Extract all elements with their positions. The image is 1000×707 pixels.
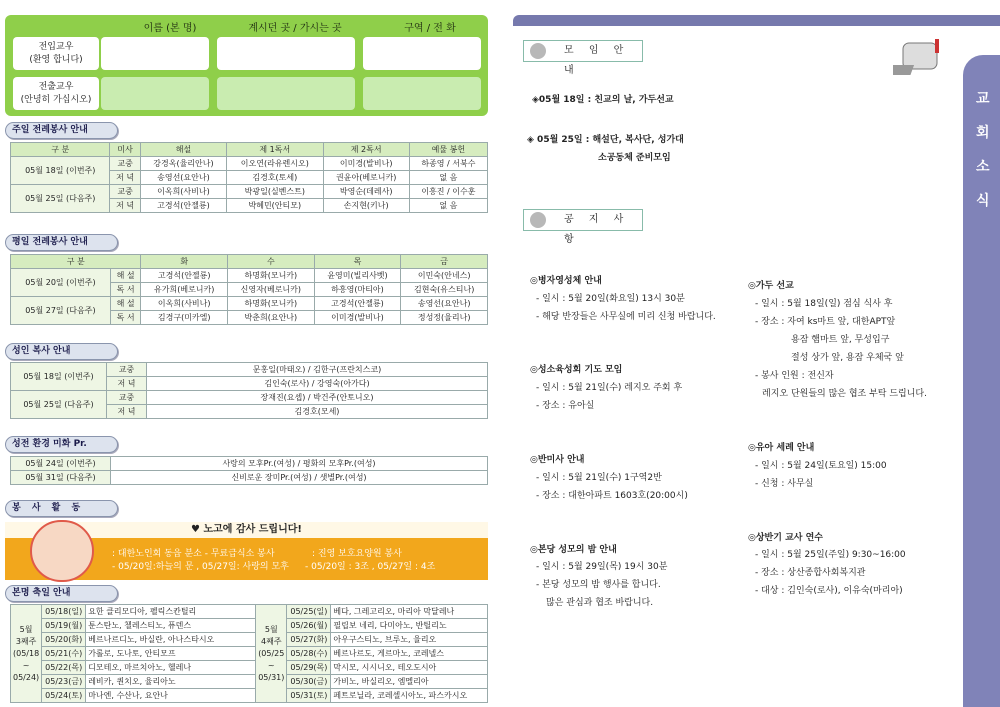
table-cell: 05월 18일 (이번주) [11, 157, 110, 185]
service-line-1a: : 대한노인회 동읍 분소 - 무료급식소 봉사 [112, 549, 275, 559]
table-row [11, 297, 488, 311]
table-cell: 05/19(월) [42, 619, 86, 633]
service-title: 봉 사 활 동 [5, 500, 118, 517]
table-cell: 구 분 [11, 143, 110, 157]
table-cell: 아우구스티노, 브루노, 율리오 [331, 633, 488, 647]
service-line-1b: : 진영 보호요양원 봉사 [312, 549, 402, 559]
table-cell: 05월 31일 (다음주) [11, 471, 111, 485]
notice-title [523, 209, 643, 245]
table-cell: 사랑의 모후Pr.(여성) / 평화의 모후Pr.(여성) [111, 457, 488, 471]
table-cell: 하명화(모니카) [228, 269, 315, 283]
notice-3-b: - 장소 : 대한아파트 1603호(20:00시) [536, 491, 688, 501]
notice-4-c: 많은 관심과 협조 바랍니다. [546, 598, 654, 608]
table-cell: 05/20(화) [42, 633, 86, 647]
table-cell: 05/26(월) [287, 619, 331, 633]
notice-1-a: - 일시 : 5월 20일(화요일) 13시 30분 [536, 294, 685, 304]
table-cell: 정성정(율리나) [401, 311, 488, 325]
table-cell: 저 녁 [110, 199, 140, 213]
table-cell: 05/23(금) [42, 675, 86, 689]
out-district-cell[interactable] [363, 77, 481, 110]
table-cell: 이흥진 / 이수훈 [409, 185, 487, 199]
table-cell: 김인숙(로사) / 강영숙(아가다) [147, 377, 488, 391]
table-cell: 디모테오, 마르치아노, 헬레나 [86, 661, 256, 675]
table-cell: 없 음 [409, 171, 487, 185]
table-cell: 05월 18일 (이번주) [11, 363, 107, 391]
table-cell: 5월 3째주 (05/18 ~ 05/24) [11, 605, 42, 703]
table-cell: 레비카, 퀀치오, 율리아노 [86, 675, 256, 689]
table-cell: 해설 [140, 143, 226, 157]
table-cell: 고경석(안젤룡) [141, 269, 228, 283]
table-cell: 05/30(금) [287, 675, 331, 689]
table-cell: 유가희(베로니카) [141, 283, 228, 297]
table-cell: 요한 클리모디아, 펠릭스칸틸리 [86, 605, 256, 619]
feast-title: 본명 축일 안내 [5, 585, 118, 602]
header-district: 구역 / 전 화 [404, 23, 456, 34]
right-side-bar [963, 55, 1000, 707]
table-cell: 박광일(실벤스트) [227, 185, 323, 199]
table-row [11, 255, 488, 269]
table-cell: 이옥희(사비나) [141, 297, 228, 311]
table-cell: 교중 [107, 391, 147, 405]
table-cell: 05/27(화) [287, 633, 331, 647]
table-cell: 베르나르디노, 바실란, 아나스타시오 [86, 633, 256, 647]
notice-5-f: 레지오 단원들의 많은 협조 부탁 드립니다. [762, 389, 927, 399]
notice-6-b: - 신청 : 사무실 [755, 479, 814, 489]
table-cell: 교중 [110, 157, 140, 171]
in-place-cell[interactable] [217, 37, 355, 70]
table-cell: 05월 27일 (다음주) [11, 297, 111, 325]
sunday-liturgy-title: 주일 전례봉사 안내 [5, 122, 118, 139]
notice-7-a: - 일시 : 5월 25일(주일) 9:30~16:00 [755, 550, 906, 560]
table-cell: 필립보 네리, 다미아노, 반틸리노 [331, 619, 488, 633]
table-cell: 고경석(안젤룡) [314, 297, 401, 311]
table-cell: 가롤로, 도나토, 안티모프 [86, 647, 256, 661]
notice-6-a: - 일시 : 5월 24일(토요일) 15:00 [755, 461, 887, 471]
notice-5-title: ◎가두 선교 [748, 281, 794, 291]
table-cell: 김경호(모세) [147, 405, 488, 419]
notice-2-a: - 일시 : 5월 21일(수) 레지오 주회 후 [536, 383, 683, 393]
cleaning-title: 성전 환경 미화 Pr. [5, 436, 118, 453]
table-cell: 박춘희(요안나) [228, 311, 315, 325]
table-cell: 예물 봉헌 [409, 143, 487, 157]
table-row [11, 471, 488, 485]
table-cell: 05/18(일) [42, 605, 86, 619]
table-cell: 문홍일(마태오) / 김한구(프란치스코) [147, 363, 488, 377]
notice-2-title: ◎성소육성회 기도 모임 [530, 365, 623, 375]
table-cell: 05/21(수) [42, 647, 86, 661]
table-row [11, 363, 488, 377]
table-cell: 제 1독서 [227, 143, 323, 157]
table-cell: 05월 25일 (다음주) [11, 391, 107, 419]
table-cell: 미사 [110, 143, 140, 157]
table-cell: 마나엔, 수산나, 요안나 [86, 689, 256, 703]
table-cell: 이민숙(안네스) [401, 269, 488, 283]
table-cell: 저 녁 [107, 405, 147, 419]
notice-5-c: 용잠 햄마트 앞, 무성입구 [791, 335, 890, 345]
table-cell: 페트로닐라, 코레셀시아노, 파스카시오 [331, 689, 488, 703]
table-cell: 베다, 그레고리오, 마리아 막달레나 [331, 605, 488, 619]
notice-1-title: ◎병자영성체 안내 [530, 276, 602, 286]
table-cell: 이미경(발비나) [314, 311, 401, 325]
side-char-3: 소 [976, 159, 990, 175]
table-cell: 송영선(요안나) [401, 297, 488, 311]
adult-altar-title: 성인 복사 안내 [5, 343, 118, 360]
meeting-title-text: 모 임 안 내 [564, 45, 630, 76]
notice-4-a: - 일시 : 5월 29일(목) 19시 30분 [536, 562, 668, 572]
person-icon [530, 212, 546, 228]
notice-4-b: - 본당 성모의 밤 행사를 합니다. [536, 580, 661, 590]
table-cell: 05/22(목) [42, 661, 86, 675]
table-cell: 베르나르도, 게르마노, 코레넬스 [331, 647, 488, 661]
table-cell: 05월 25일 (다음주) [11, 185, 110, 213]
table-cell: 고경석(안젤룡) [140, 199, 226, 213]
notice-5-e: - 봉사 인원 : 전신자 [755, 371, 834, 381]
table-cell: 없 음 [409, 199, 487, 213]
table-row [11, 391, 488, 405]
table-cell: 05월 24일 (이번주) [11, 457, 111, 471]
table-cell: 화 [141, 255, 228, 269]
table-cell: 05/29(목) [287, 661, 331, 675]
table-cell: 05/24(토) [42, 689, 86, 703]
table-cell: 김경호(토세) [227, 171, 323, 185]
meet-3: 소공동체 준비모임 [598, 153, 671, 163]
table-cell: 독 서 [110, 311, 141, 325]
table-row [11, 157, 488, 171]
notice-4-title: ◎본당 성모의 밤 안내 [530, 545, 617, 555]
table-cell: 해 설 [110, 269, 141, 283]
table-row [11, 661, 488, 675]
notice-5-d: 절성 상가 앞, 용잠 우체국 앞 [791, 353, 904, 363]
heart-icon: ♥ [191, 524, 204, 535]
table-cell: 가비노, 바실리오, 엠멜리아 [331, 675, 488, 689]
side-char-2: 회 [976, 125, 990, 141]
weekday-liturgy-title: 평일 전례봉사 안내 [5, 234, 118, 251]
sunday-liturgy-table [10, 142, 488, 213]
service-line-2b: - 05/20일 : 3조 , 05/27일 : 4조 [305, 562, 436, 572]
side-char-1: 교 [976, 91, 990, 107]
notice-5-a: - 일시 : 5월 18일(일) 점심 식사 후 [755, 299, 893, 309]
table-row [11, 633, 488, 647]
table-cell: 하명화(모니카) [228, 297, 315, 311]
table-row [11, 605, 488, 619]
thanks-text: 노고에 감사 드립니다! [203, 524, 302, 535]
notice-7-b: - 장소 : 상산종합사회복지관 [755, 568, 866, 578]
newcomer-box [5, 15, 488, 116]
table-cell: 수 [228, 255, 315, 269]
table-cell: 이오연(라유렌시오) [227, 157, 323, 171]
notice-6-title: ◎유아 세례 안내 [748, 443, 815, 453]
table-cell: 강경옥(율리안나) [140, 157, 226, 171]
weekday-liturgy-table [10, 254, 488, 325]
meet-2: ◈ 05월 25일 : 해설단, 복사단, 성가대 [527, 135, 684, 145]
mailbox-icon [893, 35, 947, 79]
table-cell: 하종영 / 서북수 [409, 157, 487, 171]
table-row [11, 689, 488, 703]
table-cell: 송영선(요안나) [140, 171, 226, 185]
table-cell: 이미경(발비나) [323, 157, 409, 171]
table-cell: 05/31(토) [287, 689, 331, 703]
table-cell: 5월 4째주 (05/25 ~ 05/31) [256, 605, 287, 703]
table-cell: 교중 [110, 185, 140, 199]
table-cell: 권윤아(베로니카) [323, 171, 409, 185]
table-cell: 05월 20일 (이번주) [11, 269, 111, 297]
table-row [11, 675, 488, 689]
right-header-bar [513, 15, 1000, 26]
table-cell: 금 [401, 255, 488, 269]
service-line-2a: - 05/20일:하늘의 문 , 05/27일: 사랑의 모후 [112, 562, 289, 572]
table-cell: 저 녁 [110, 171, 140, 185]
table-cell: 박혜민(안티모) [227, 199, 323, 213]
table-cell: 김경구(미카엘) [141, 311, 228, 325]
table-cell: 김현숙(유스티나) [401, 283, 488, 297]
table-row [11, 647, 488, 661]
table-cell: 손지현(키나) [323, 199, 409, 213]
notice-7-title: ◎상반기 교사 연수 [748, 533, 823, 543]
adult-altar-table [10, 362, 488, 419]
table-cell: 05/28(수) [287, 647, 331, 661]
table-cell: 윤영미(빌리사벳) [314, 269, 401, 283]
table-cell: 제 2독서 [323, 143, 409, 157]
notice-1-b: - 해당 반장들은 사무실에 미리 신청 바랍니다. [536, 312, 716, 322]
table-row [11, 619, 488, 633]
meet-1: ◈05월 18일 : 친교의 날, 가두선교 [532, 95, 674, 105]
header-place: 계시던 곳 / 가시는 곳 [248, 23, 342, 34]
header-name: 이름 (본 명) [143, 23, 197, 34]
side-char-4: 식 [976, 193, 990, 209]
table-row [11, 185, 488, 199]
notice-7-c: - 대상 : 김인숙(로사), 이유숙(마리아) [755, 586, 903, 596]
table-row [11, 143, 488, 157]
row-transfer-out: 전출교우 (안녕히 가십시오) [13, 77, 99, 110]
notice-2-b: - 장소 : 유아실 [536, 401, 595, 411]
table-cell: 하흥영(마티아) [314, 283, 401, 297]
table-cell: 신비로운 장미Pr.(여성) / 샛별Pr.(여성) [111, 471, 488, 485]
notice-3-a: - 일시 : 5월 21일(수) 1구역2반 [536, 473, 662, 483]
notice-title-text: 공 지 사 항 [564, 214, 630, 245]
table-cell: 막시모, 시시니오, 테오도시아 [331, 661, 488, 675]
feast-table [10, 604, 488, 703]
table-cell: 해 설 [110, 297, 141, 311]
table-cell: 이옥희(사비나) [140, 185, 226, 199]
notice-5-b: - 장소 : 자여 ks마트 앞, 대한APT앞 [755, 317, 896, 327]
row-transfer-in: 전입교우 (환영 합니다) [13, 37, 99, 70]
table-cell: 05/25(일) [287, 605, 331, 619]
table-cell: 박영순(데레사) [323, 185, 409, 199]
table-cell: 구 분 [11, 255, 141, 269]
out-place-cell[interactable] [217, 77, 355, 110]
in-district-cell[interactable] [363, 37, 481, 70]
table-cell: 툰스탄노, 첼레스티노, 퓨덴스 [86, 619, 256, 633]
out-name-cell[interactable] [101, 77, 209, 110]
table-cell: 장재진(요셉) / 박건주(안토니오) [147, 391, 488, 405]
table-cell: 저 녁 [107, 377, 147, 391]
in-name-cell[interactable] [101, 37, 209, 70]
notice-3-title: ◎반미사 안내 [530, 455, 585, 465]
person-icon [530, 43, 546, 59]
meeting-title [523, 40, 643, 76]
cleaning-table [10, 456, 488, 485]
table-cell: 목 [314, 255, 401, 269]
table-row [11, 457, 488, 471]
table-cell: 독 서 [110, 283, 141, 297]
table-row [11, 269, 488, 283]
table-cell: 교중 [107, 363, 147, 377]
children-illustration [30, 520, 94, 582]
table-cell: 신영자(베로니카) [228, 283, 315, 297]
